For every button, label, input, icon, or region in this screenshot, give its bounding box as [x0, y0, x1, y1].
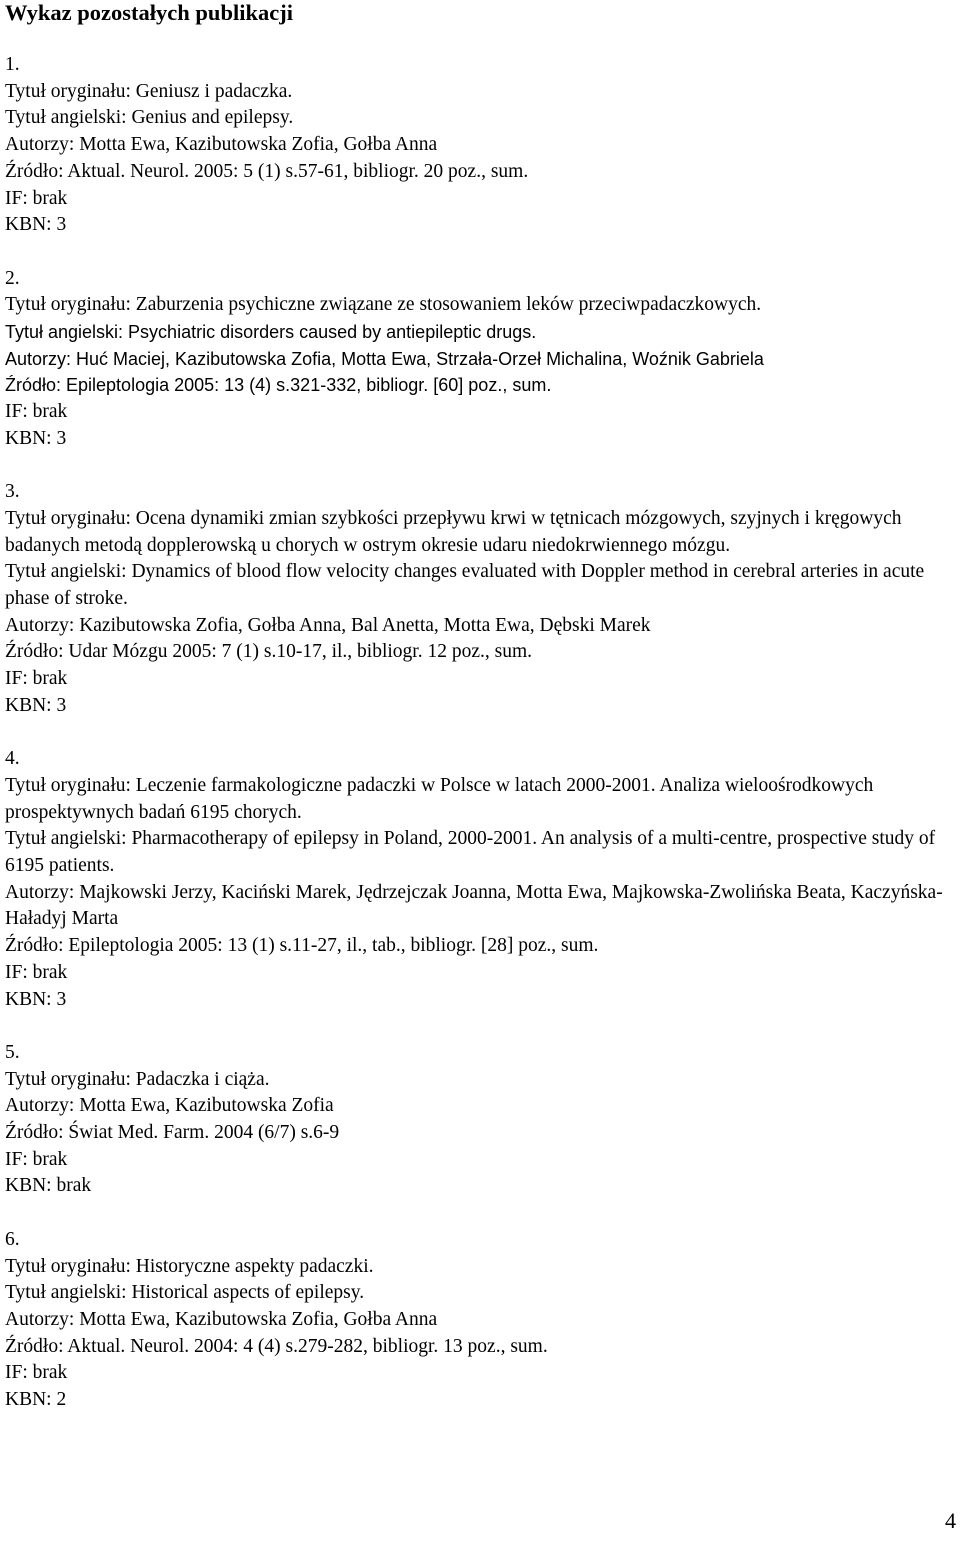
source: Źródło: Aktual. Neurol. 2004: 4 (4) s.279-282, bibliogr. 13 poz., sum. [5, 1335, 548, 1357]
authors: Autorzy: Kazibutowska Zofia, Gołba Anna, Bal Anetta, Motta Ewa, Dębski Marek [5, 614, 651, 636]
authors: Autorzy: Motta Ewa, Kazibutowska Zofia, Gołba Anna [5, 1308, 438, 1330]
entry-number: 5. [5, 1041, 20, 1063]
authors: Autorzy: Motta Ewa, Kazibutowska Zofia [5, 1095, 334, 1117]
english-title: Tytuł angielski: Genius and epilepsy. [5, 107, 294, 129]
source: Źródło: Udar Mózgu 2005: 7 (1) s.10-17, il., bibliogr. 12 poz., sum. [5, 641, 532, 663]
original-title: Tytuł oryginału: Leczenie farmakologiczne padaczki w Polsce w latach 2000-2001. Analiza wieloośrodkowych prospektywnych badań 6195 chorych. [5, 774, 874, 823]
original-title: Tytuł oryginału: Geniusz i padaczka. [5, 80, 293, 102]
document-page [5, 0, 955, 1440]
impact-factor: IF: brak [5, 961, 68, 983]
kbn-score: KBN: brak [5, 1175, 92, 1197]
impact-factor: IF: brak [5, 187, 68, 209]
kbn-score: KBN: 2 [5, 1389, 67, 1411]
entry-number: 6. [5, 1228, 20, 1250]
authors: Autorzy: Motta Ewa, Kazibutowska Zofia, Gołba Anna [5, 134, 438, 156]
publication-list [5, 52, 955, 1414]
original-title: Tytuł oryginału: Ocena dynamiki zmian szybkości przepływu krwi w tętnicach mózgowych, szyjnych i kręgowych badanych metodą dopplerowską u chorych w ostrym okresie udaru niedokrwiennego mózgu. [5, 507, 902, 556]
english-title: Tytuł angielski: Dynamics of blood flow velocity changes evaluated with Doppler method in cerebral arteries in acute phase of stroke. [5, 561, 925, 610]
original-title: Tytuł oryginału: Padaczka i ciąża. [5, 1068, 270, 1090]
entry-number: 1. [5, 54, 20, 75]
publication-entry-1 [5, 52, 955, 239]
publication-entry-5 [5, 1040, 955, 1200]
original-title: Tytuł oryginału: Historyczne aspekty padaczki. [5, 1255, 374, 1277]
kbn-score: KBN: 3 [5, 988, 67, 1010]
source: Źródło: Aktual. Neurol. 2005: 5 (1) s.57-61, bibliogr. 20 poz., sum. [5, 160, 529, 182]
source: Źródło: Epileptologia 2005: 13 (1) s.11-27, il., tab., bibliogr. [28] poz., sum. [5, 935, 599, 957]
publication-entry-3 [5, 479, 955, 719]
entry-number: 3. [5, 481, 20, 503]
english-title: Tytuł angielski: Pharmacotherapy of epilepsy in Poland, 2000-2001. An analysis of a multi-centre, prospective study of 6195 patients. [5, 828, 936, 877]
original-title: Tytuł oryginału: Zaburzenia psychiczne związane ze stosowaniem leków przeciwpadaczkowych. [5, 294, 762, 316]
impact-factor: IF: brak [5, 401, 68, 423]
kbn-score: KBN: 3 [5, 427, 67, 449]
publication-entry-4 [5, 746, 955, 1013]
english-title: Tytuł angielski: Historical aspects of epilepsy. [5, 1282, 365, 1304]
entry-number: 4. [5, 748, 20, 770]
page-number: 4 [945, 1508, 956, 1533]
authors: Autorzy: Majkowski Jerzy, Kaciński Marek, Jędrzejczak Joanna, Motta Ewa, Majkowska-Zwolińska Beata, Kaczyńska-Haładyj Marta [5, 881, 943, 930]
authors: Autorzy: Huć Maciej, Kazibutowska Zofia, Motta Ewa, Strzała-Orzeł Michalina, Woźnik Gabriela [5, 348, 764, 369]
impact-factor: IF: brak [5, 1362, 68, 1384]
source: Źródło: Epileptologia 2005: 13 (4) s.321-332, bibliogr. [60] poz., sum. [5, 375, 552, 396]
entry-number: 2. [5, 267, 20, 289]
page-title: Wykaz pozostałych publikacji [5, 0, 293, 25]
kbn-score: KBN: 3 [5, 214, 67, 236]
publication-entry-6 [5, 1227, 955, 1414]
kbn-score: KBN: 3 [5, 694, 67, 716]
impact-factor: IF: brak [5, 1148, 68, 1170]
publication-entry-2 [5, 266, 955, 453]
english-title: Tytuł angielski: Psychiatric disorders caused by antiepileptic drugs. [5, 322, 537, 343]
impact-factor: IF: brak [5, 668, 68, 690]
source: Źródło: Świat Med. Farm. 2004 (6/7) s.6-9 [5, 1122, 340, 1144]
